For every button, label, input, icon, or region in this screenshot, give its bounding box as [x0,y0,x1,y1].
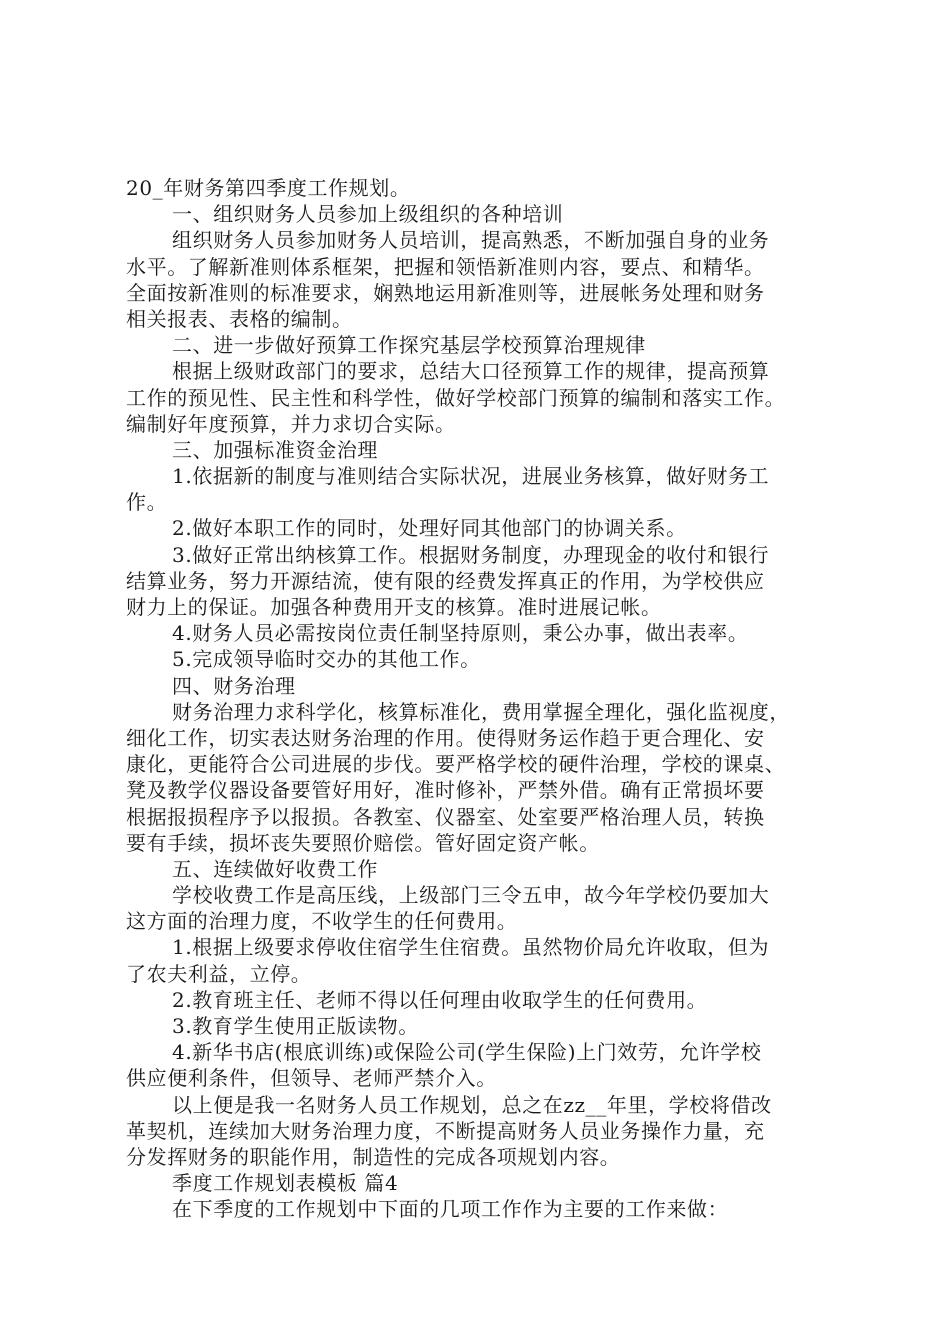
text-line: 编制好年度预算，并力求切合实际。 [126,411,456,436]
text-line: 一、组织财务人员参加上级组织的各种培训 [172,202,564,227]
text-line: 财务治理力求科学化，核算标准化，费用掌握全理化，强化监视度， [172,699,790,724]
text-line: 3.教育学生使用正版读物。 [172,1014,419,1038]
text-line: 全面按新准则的标准要求，娴熟地运用新准则等，进展帐务处理和财务 [126,280,765,305]
text-line: 季度工作规划表模板 篇4 [172,1171,399,1196]
text-line: 1.根据上级要求停收住宿学生住宿费。虽然物价局允许收取，但为 [172,935,770,960]
text-line: 二、进一步做好预算工作探究基层学校预算治理规律 [172,333,646,358]
text-line: 财力上的保证。加强各种费用开支的核算。准时进展记帐。 [126,595,662,619]
text-line: 1.依据新的制度与准则结合实际状况，进展业务核算，做好财务工 [172,464,770,489]
text-line: 20_年财务第四季度工作规划。 [126,176,411,200]
text-line: 四、财务治理 [172,673,296,698]
text-line: 相关报表、表格的编制。 [126,306,353,331]
text-line: 2.做好本职工作的同时，处理好同其他部门的协调关系。 [172,516,687,541]
text-line: 作。 [126,490,168,515]
text-line: 学校收费工作是高压线，上级部门三令五申，故今年学校仍要加大 [172,883,770,908]
text-line: 结算业务，努力开源结流，使有限的经费发挥真正的作用，为学校供应 [126,568,765,593]
text-line: 细化工作，切实表达财务治理的作用。使得财务运作趋于更合理化、安 [126,725,765,750]
text-line: 根据报损程序予以报损。各教室、仪器室、处室要严格治理人员，转换 [126,804,765,829]
text-line: 康化，更能符合公司进展的步伐。要严格学校的硬件治理，学校的课桌、 [126,752,786,777]
text-line: 在下季度的工作规划中下面的几项工作作为主要的工作来做： [172,1197,729,1222]
text-line: 凳及教学仪器设备要管好用好，准时修补，严禁外借。确有正常损坏要 [126,778,765,803]
text-line: 这方面的治理力度，不收学生的任何费用。 [126,909,518,934]
text-line: 2.教育班主任、老师不得以任何理由收取学生的任何费用。 [172,987,708,1012]
text-line: 以上便是我一名财务人员工作规划，总之在zz__年里，学校将借改 [172,1092,772,1117]
text-line: 3.做好正常出纳核算工作。根据财务制度，办理现金的收付和银行 [172,542,770,567]
text-line: 五、连续做好收费工作 [172,856,378,881]
text-line: 工作的预见性、民主性和科学性，做好学校部门预算的编制和落实工作。 [126,385,786,410]
text-line: 供应便利条件，但领导、老师严禁介入。 [126,1066,497,1091]
text-line: 了农夫利益，立停。 [126,961,312,986]
text-line: 组织财务人员参加财务人员培训，提高熟悉，不断加强自身的业务 [172,228,770,253]
text-line: 5.完成领导临时交办的其他工作。 [172,647,481,672]
text-line: 要有手续，损坏丧失要照价赔偿。管好固定资产帐。 [126,830,600,855]
text-line: 三、加强标准资金治理 [172,437,378,462]
text-line: 分发挥财务的职能作用，制造性的完成各项规划内容。 [126,1144,621,1169]
text-line: 4.新华书店(根底训练)或保险公司(学生保险)上门效劳，允许学校 [172,1040,762,1065]
text-line: 根据上级财政部门的要求，总结大口径预算工作的规律，提高预算 [172,359,770,384]
text-line: 水平。了解新准则体系框架，把握和领悟新准则内容，要点、和精华。 [126,254,765,279]
document-body [126,175,836,1223]
text-line: 革契机，连续加大财务治理力度，不断提高财务人员业务操作力量，充 [126,1118,765,1143]
text-line: 4.财务人员必需按岗位责任制坚持原则，秉公办事，做出表率。 [172,621,749,646]
